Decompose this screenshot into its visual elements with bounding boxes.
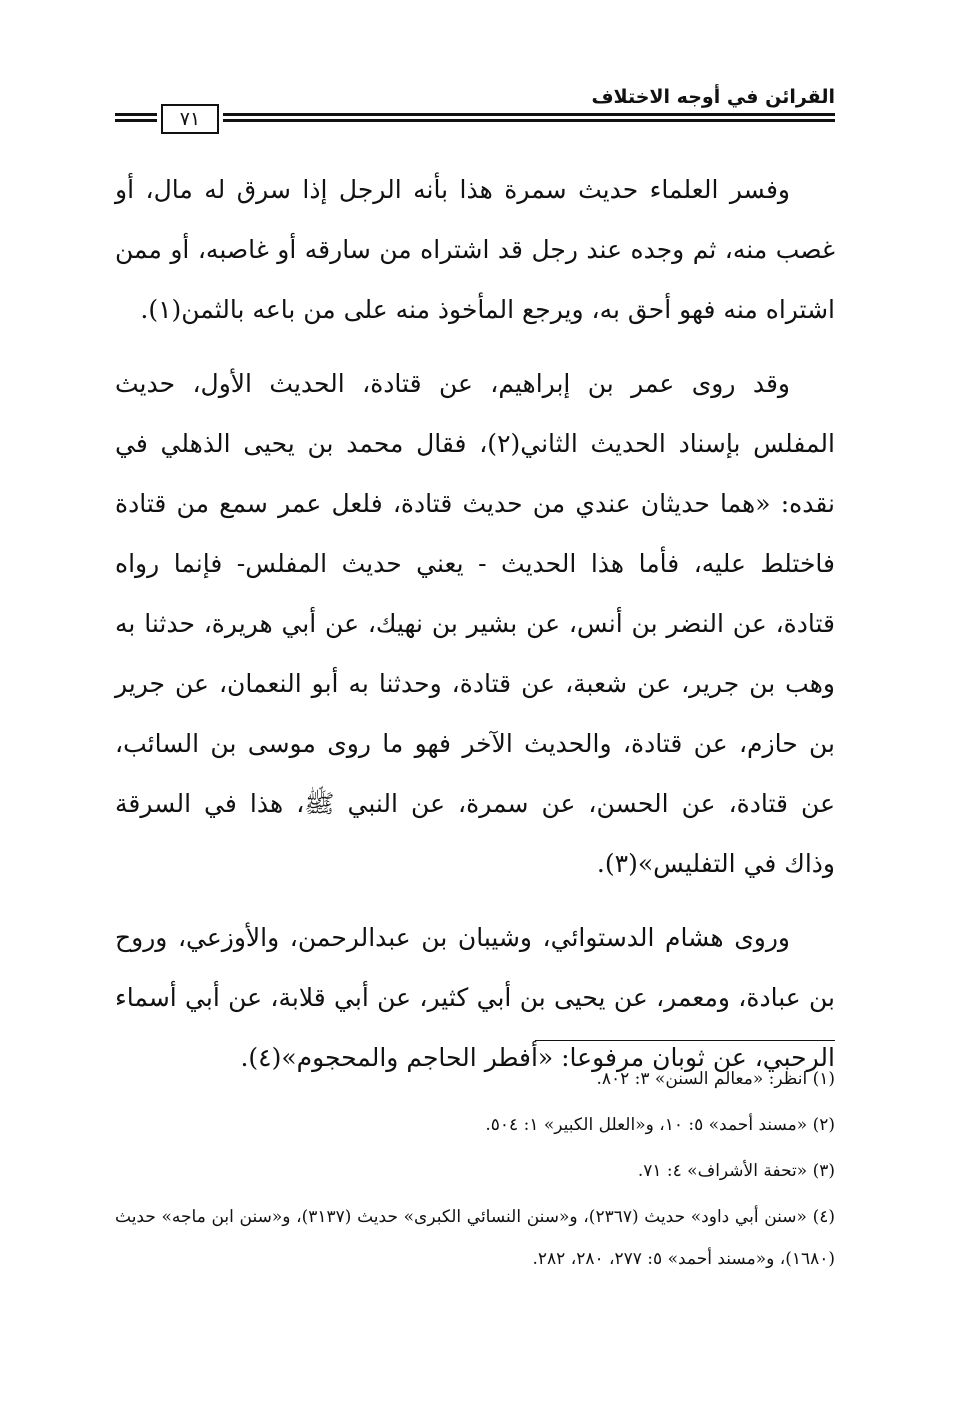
footnote-4: (٤) «سنن أبي داود» حديث (٢٣٦٧)، و«سنن النسائي الكبرى» حديث (٣١٣٧)، و«سنن ابن ماجه» حديث (١٦٨٠)، و«مسند أحمد» ٥: ٢٧٧، ٢٨٠، ٢٨٢. [115, 1207, 835, 1269]
paragraph-1: وفسر العلماء حديث سمرة هذا بأنه الرجل إذا سرق له مال، أو غصب منه، ثم وجده عند رجل قد اشتراه من سارقه أو غاصبه، أو ممن اشتراه منه فهو أحق به، ويرجع المأخوذ منه على من باعه بالثمن(١). [115, 175, 835, 324]
running-title: القرائن في أوجه الاختلاف [591, 86, 835, 108]
page-number: ٧١ [161, 104, 219, 134]
page-header [115, 86, 835, 136]
header-rule-right [223, 113, 835, 122]
paragraph-2: وقد روى عمر بن إبراهيم، عن قتادة، الحديث الأول، حديث المفلس بإسناد الحديث الثاني(٢)، فقال محمد بن يحيى الذهلي في نقده: «هما حديثان عندي من حديث قتادة، فلعل عمر سمع من قتادة فاختلط عليه، فأما هذا الحديث - يعني حديث المفلس- فإنما رواه قتادة، عن النضر بن أنس، عن بشير بن نهيك، عن أبي هريرة، حدثنا به وهب بن جرير، عن شعبة، عن قتادة، وحدثنا به أبو النعمان، عن جرير بن حازم، عن قتادة، والحديث الآخر فهو ما روى موسى بن السائب، عن قتادة، عن الحسن، عن سمرة، عن النبي ﷺ، هذا في السرقة وذاك في التفليس»(٣). [115, 369, 835, 878]
footnote-separator [535, 1040, 835, 1041]
footnotes [115, 1058, 835, 1284]
footnote-2: (٢) «مسند أحمد» ٥: ١٠، و«العلل الكبير» ١: ٥٠٤. [485, 1115, 835, 1135]
body-text [115, 160, 835, 1102]
paragraph-3: وروى هشام الدستوائي، وشيبان بن عبدالرحمن، والأوزعي، وروح بن عبادة، ومعمر، عن يحيى بن أبي كثير، عن أبي قلابة، عن أبي أسماء الرحبي، عن ثوبان مرفوعا: «أفطر الحاجم والمحجوم»(٤). [115, 923, 835, 1072]
footnote-3: (٣) «تحفة الأشراف» ٤: ٧١. [637, 1161, 835, 1181]
header-rule-left [115, 113, 157, 122]
footnote-1: (١) انظر: «معالم السنن» ٣: ٨٠٢. [596, 1069, 835, 1089]
